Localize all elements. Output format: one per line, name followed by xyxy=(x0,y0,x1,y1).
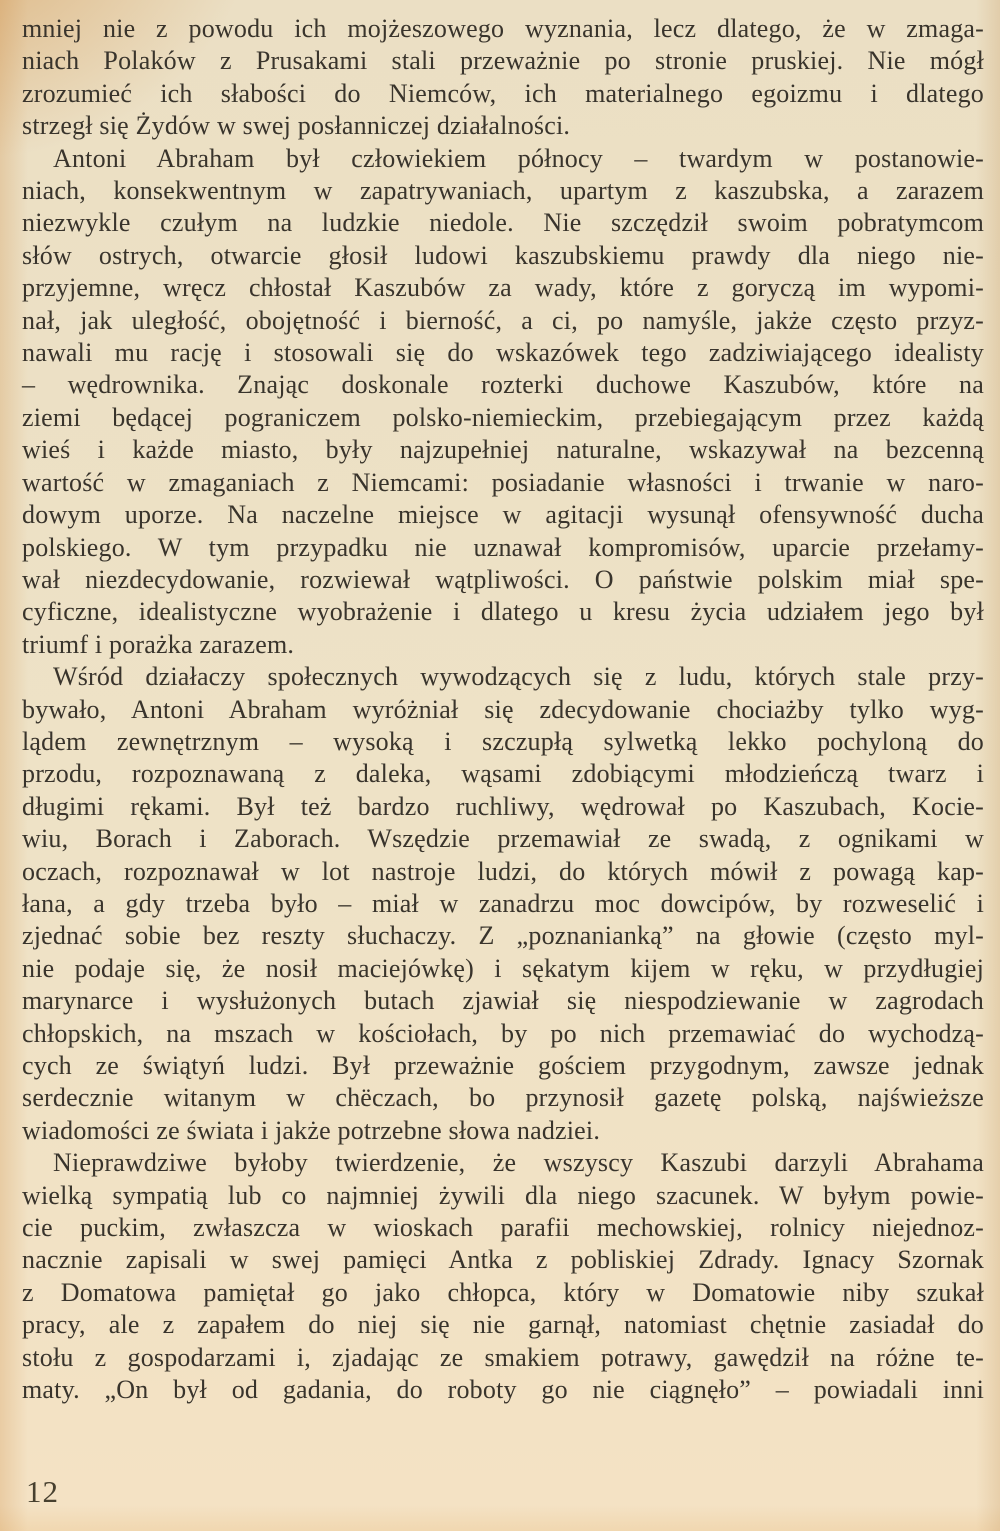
text-line: marynarce i wysłużonych butach zjawiał się niespodziewanie w zagrodach xyxy=(22,986,984,1016)
text-line: wartość w zmaganiach z Niemcami: posiadanie własności i trwanie w naro- xyxy=(22,467,984,497)
text-line: maty. „On był od gadania, do roboty go nie ciągnęło” – powiadali inni xyxy=(22,1375,984,1405)
text-line: stołu z gospodarzami i, zjadając ze smakiem potrawy, gawędził na różne te- xyxy=(22,1342,984,1372)
text-line: oczach, rozpoznawał w lot nastroje ludzi, do których mówił z powagą kap- xyxy=(22,856,984,886)
text-line: chłopskich, na mszach w kościołach, by po nich przemawiać do wychodzą- xyxy=(22,1018,984,1048)
page-number: 12 xyxy=(26,1474,59,1509)
text-line: przyjemne, wręcz chłostał Kaszubów za wady, które z goryczą im wypomi- xyxy=(22,273,984,303)
text-line: mniej nie z powodu ich mojżeszowego wyznania, lecz dlatego, że w zmaga- xyxy=(22,14,984,43)
text-line: nie podaje się, że nosił maciejówkę) i sękatym kijem w ręku, w przydługiej xyxy=(22,953,984,983)
text-line: serdecznie witanym w chëczach, bo przynosił gazetę polską, najświeższe xyxy=(22,1083,984,1113)
paragraph xyxy=(22,1147,984,1406)
text-line: – wędrownika. Znając doskonale rozterki duchowe Kaszubów, które na xyxy=(22,370,984,400)
text-line: słów ostrych, otwarcie głosił ludowi kaszubskiemu prawdy dla niego nie- xyxy=(22,240,984,270)
text-line: cych ze świątyń ludzi. Był przeważnie gościem przygodnym, zawsze jednak xyxy=(22,1051,984,1080)
text-line: cyficzne, idealistyczne wyobrażenie i dlatego u kresu życia udziałem jego był xyxy=(22,597,984,627)
text-line: bywało, Antoni Abraham wyróżniał się zdecydowanie chociażby tylko wyg- xyxy=(22,694,984,724)
text-line: niezwykle czułym na ludzkie niedole. Nie szczędził swoim pobratymcom xyxy=(22,208,984,238)
text-line: nał, jak uległość, obojętność i bierność, a ci, po namyśle, jakże często przyz- xyxy=(22,305,984,335)
text-line: wał niezdecydowanie, rozwiewał wątpliwości. O państwie polskim miał spe- xyxy=(22,564,984,594)
text-line: Nieprawdziwe byłoby twierdzenie, że wszyscy Kaszubi darzyli Abrahama xyxy=(53,1148,984,1178)
text-line: cie puckim, zwłaszcza w wioskach parafii mechowskiej, rolnicy niejednoz- xyxy=(22,1213,984,1243)
text-line: wieś i każde miasto, były najzupełniej naturalne, wskazywał na bezcenną xyxy=(22,435,984,465)
text-line: lądem zewnętrznym – wysoką i szczupłą sylwetką lekko pochyloną do xyxy=(22,726,984,756)
text-line: nawali mu rację i stosowali się do wskazówek tego zadziwiającego idealisty xyxy=(22,338,984,368)
text-line: niach Polaków z Prusakami stali przeważnie po stronie pruskiej. Nie mógł xyxy=(22,46,984,76)
text-line: Antoni Abraham był człowiekiem północy – twardym w postanowie- xyxy=(53,143,984,173)
text-line: Wśród działaczy społecznych wywodzących się z ludu, których stale przy- xyxy=(53,662,984,692)
text-line: wielką sympatią lub co najmniej żywili dla niego szacunek. W byłym powie- xyxy=(22,1180,984,1210)
text-line: zrozumieć ich słabości do Niemców, ich materialnego egoizmu i dlatego xyxy=(22,78,984,108)
text-line: niach, konsekwentnym w zapatrywaniach, upartym z kaszubska, a zarazem xyxy=(22,176,984,206)
text-line: dowym uporze. Na naczelne miejsce w agitacji wysunął ofensywność ducha xyxy=(22,500,984,530)
paragraph xyxy=(22,13,984,143)
text-line: przodu, rozpoznawaną z daleka, wąsami zdobiącymi młodzieńczą twarz i xyxy=(22,759,984,789)
paragraph xyxy=(22,661,984,1147)
text-line: triumf i porażka zarazem. xyxy=(22,629,295,659)
text-line: ziemi będącej pograniczem polsko-niemieckim, przebiegającym przez każdą xyxy=(22,402,984,432)
text-line: zjednać sobie bez reszty słuchaczy. Z „poznanianką” na głowie (często myl- xyxy=(22,921,984,951)
text-line: łana, a gdy trzeba było – miał w zanadrzu moc dowcipów, by rozweselić i xyxy=(22,888,984,918)
paragraph xyxy=(22,143,984,662)
text-line: wiadomości ze świata i jakże potrzebne słowa nadziei. xyxy=(22,1115,601,1145)
text-line: z Domatowa pamiętał go jako chłopca, który w Domatowie niby szukał xyxy=(22,1277,984,1307)
text-line: polskiego. W tym przypadku nie uznawał kompromisów, uparcie przełamy- xyxy=(22,532,984,562)
text-line: wiu, Borach i Zaborach. Wszędzie przemawiał ze swadą, z ognikami w xyxy=(22,824,984,854)
page-text xyxy=(22,13,984,1406)
text-line: strzegł się Żydów w swej posłanniczej działalności. xyxy=(22,111,571,141)
text-line: nacznie zapisali w swej pamięci Antka z pobliskiej Zdrady. Ignacy Szornak xyxy=(22,1245,984,1275)
text-line: długimi rękami. Był też bardzo ruchliwy, wędrował po Kaszubach, Kocie- xyxy=(22,791,984,821)
text-line: pracy, ale z zapałem do niej się nie garnął, natomiast chętnie zasiadał do xyxy=(22,1310,984,1340)
